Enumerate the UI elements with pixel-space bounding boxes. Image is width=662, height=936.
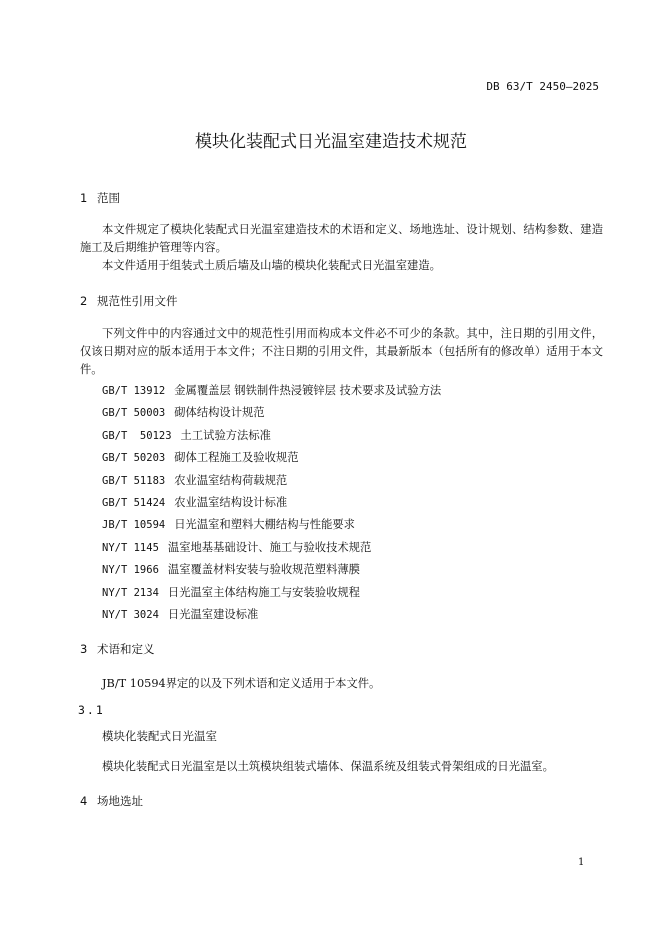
- reference-item: [102, 449, 299, 465]
- reference-item: [102, 606, 258, 622]
- reference-title: 农业温室结构荷载规范: [174, 474, 288, 487]
- reference-code: GB/T 50203: [102, 452, 166, 464]
- section-2-heading: [80, 293, 178, 309]
- reference-title: 农业温室结构设计标准: [174, 496, 288, 509]
- section-3-heading: [80, 641, 155, 657]
- reference-title: 日光温室主体结构施工与安装验收规程: [167, 586, 360, 599]
- reference-code: JB/T 10594: [102, 519, 166, 531]
- scope-paragraph-1: 本文件规定了模块化装配式日光温室建造技术的术语和定义、场地选址、设计规划、结构参数、建造施工及后期维护管理等内容。: [80, 223, 603, 254]
- reference-code: GB/T 51183: [102, 475, 166, 487]
- reference-title: 温室地基基础设计、施工与验收技术规范: [167, 541, 372, 554]
- reference-item: [102, 427, 271, 443]
- reference-code: GB/T 13912: [102, 385, 166, 397]
- term-definition: 模块化装配式日光温室是以土筑模块组装式墙体、保温系统及组装式骨架组成的日光温室。: [102, 760, 554, 773]
- section-number: 1: [80, 191, 88, 205]
- reference-item: [102, 539, 371, 555]
- reference-item: [102, 382, 441, 398]
- reference-title: 日光温室建设标准: [167, 608, 259, 621]
- reference-item: [102, 494, 287, 510]
- scope-paragraph-2: 本文件适用于组装式土质后墙及山墙的模块化装配式日光温室建造。: [102, 259, 441, 272]
- section-4-heading: [80, 793, 143, 809]
- reference-item: [102, 472, 287, 488]
- reference-item: [102, 561, 360, 577]
- reference-title: 金属覆盖层 钢铁制件热浸镀锌层 技术要求及试验方法: [174, 384, 442, 397]
- document-number: DB 63/T 2450—2025: [486, 80, 599, 93]
- reference-item: [102, 584, 360, 600]
- reference-title: 砌体结构设计规范: [174, 406, 265, 419]
- reference-code: NY/T 2134: [102, 587, 159, 599]
- reference-code: GB/T 50123: [102, 430, 172, 442]
- section-title: 规范性引用文件: [97, 294, 178, 308]
- reference-code: NY/T 3024: [102, 609, 159, 621]
- terms-intro-paragraph: JB/T 10594界定的以及下列术语和定义适用于本文件。: [102, 677, 381, 690]
- section-title: 术语和定义: [97, 642, 155, 656]
- section-title: 场地选址: [97, 794, 143, 808]
- section-title: 范围: [97, 191, 120, 205]
- document-title: 模块化装配式日光温室建造技术规范: [195, 132, 467, 152]
- reference-item: [102, 516, 355, 532]
- reference-item: [102, 404, 265, 420]
- reference-code: GB/T 51424: [102, 497, 166, 509]
- reference-title: 土工试验方法标准: [180, 429, 271, 442]
- section-number: 3: [80, 642, 88, 656]
- reference-code: GB/T 50003: [102, 407, 166, 419]
- reference-title: 砌体工程施工及验收规范: [174, 451, 299, 464]
- reference-title: 日光温室和塑料大棚结构与性能要求: [174, 518, 355, 531]
- clause-number: 3.1: [78, 703, 105, 717]
- section-1-heading: [80, 190, 120, 206]
- reference-code: NY/T 1966: [102, 564, 159, 576]
- reference-code: NY/T 1145: [102, 542, 159, 554]
- term-heading: 模块化装配式日光温室: [102, 729, 217, 743]
- section-number: 2: [80, 294, 88, 308]
- reference-title: 温室覆盖材料安装与验收规范塑料薄膜: [167, 563, 360, 576]
- section-number: 4: [80, 794, 88, 808]
- page-number: 1: [578, 857, 585, 868]
- references-intro-paragraph: 下列文件中的内容通过文中的规范性引用而构成本文件必不可少的条款。其中，注日期的引用文件，仅该日期对应的版本适用于本文件；不注日期的引用文件，其最新版本（包括所有的修改单）适用于本文件。: [80, 327, 603, 376]
